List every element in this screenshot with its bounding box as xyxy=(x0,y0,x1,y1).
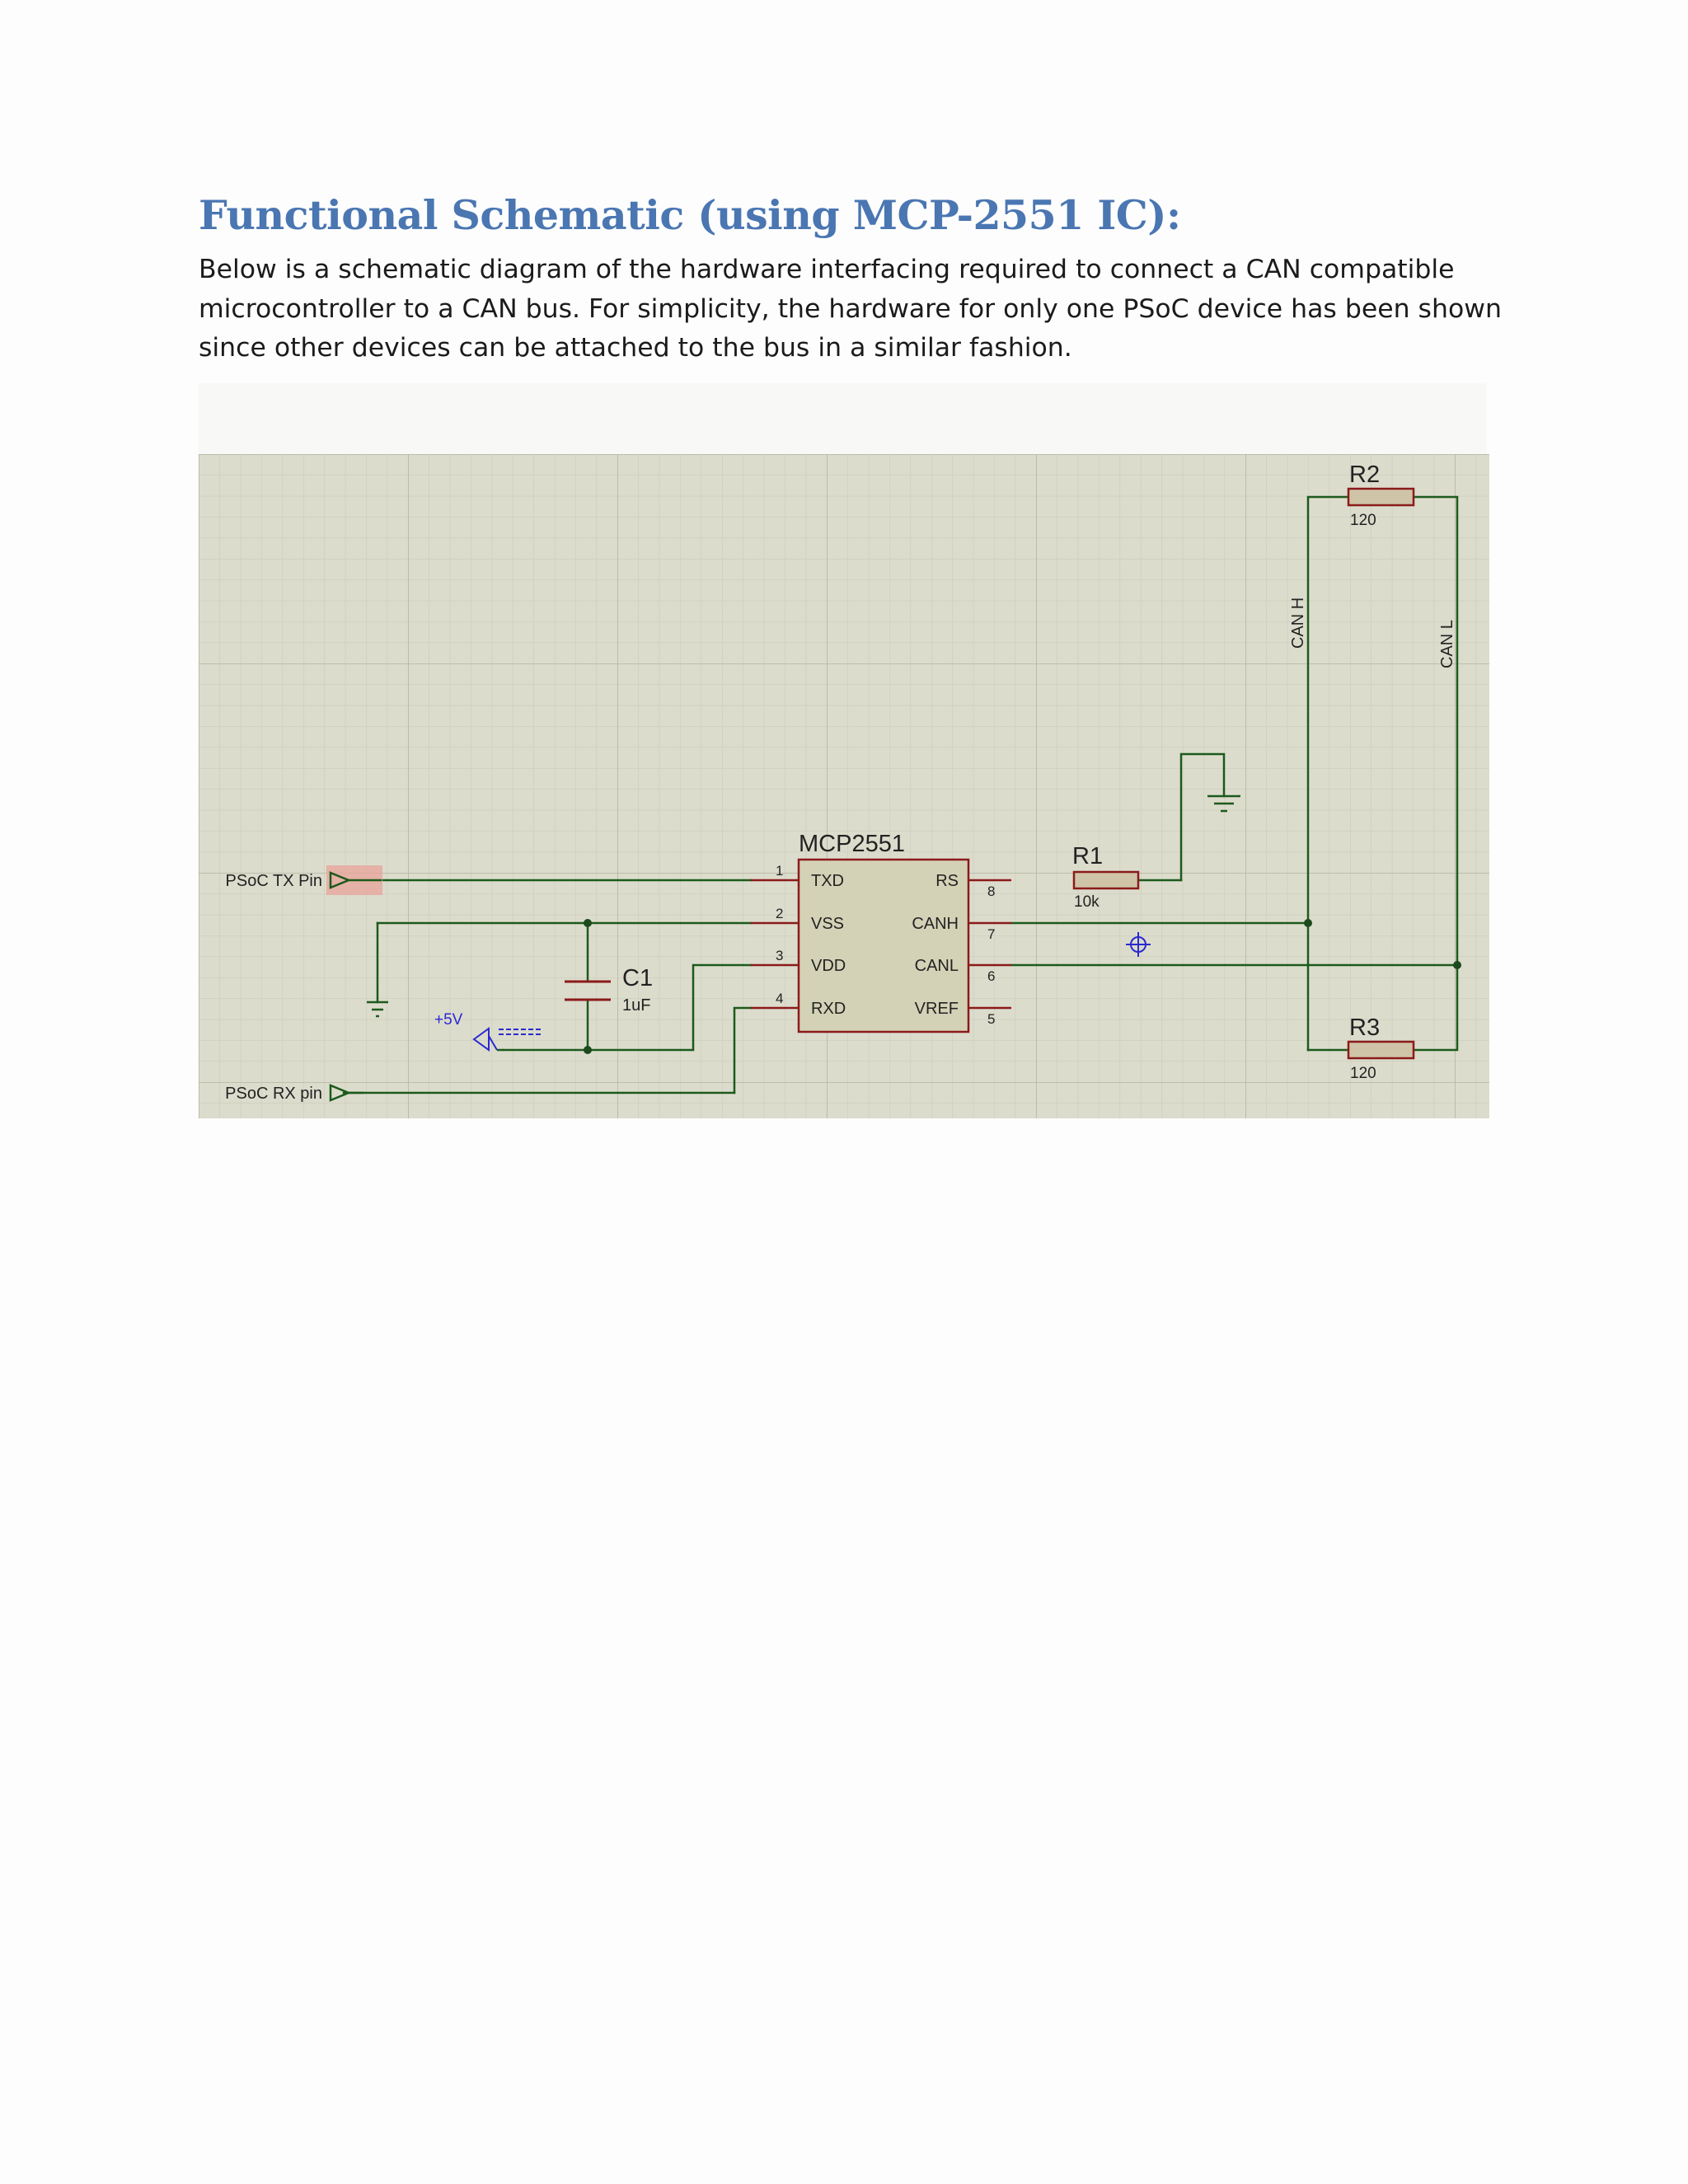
chip-pin-label: VSS xyxy=(811,915,845,933)
resistor-r3[interactable] xyxy=(1348,1042,1414,1058)
c1-value: 1uF xyxy=(622,996,651,1015)
paragraph-line: Below is a schematic diagram of the hardware interfacing required to connect a CAN compatible xyxy=(199,255,1455,284)
chip-pin-label: CANL xyxy=(914,957,959,975)
r3-value: 120 xyxy=(1350,1065,1376,1082)
junction-dot xyxy=(1453,961,1461,969)
chip-pin-number: 2 xyxy=(776,906,784,921)
can-h-label: CAN H xyxy=(1289,597,1307,649)
r1-ref: R1 xyxy=(1072,843,1104,869)
paragraph-line: microcontroller to a CAN bus. For simplicity, the hardware for only one PSoC device has been shown xyxy=(199,293,1502,324)
can-l-label: CAN L xyxy=(1438,620,1456,668)
chip-pin-label: VDD xyxy=(811,957,846,975)
r3-ref: R3 xyxy=(1349,1015,1381,1041)
chip-pin-number: 3 xyxy=(776,948,784,963)
chip-pin-number: 5 xyxy=(987,1011,996,1027)
c1-ref: C1 xyxy=(622,965,654,991)
rx-port-label: PSoC RX pin xyxy=(225,1085,322,1103)
junction-dot xyxy=(1304,919,1312,927)
chip-pin-label: RS xyxy=(935,872,959,890)
chip-pin-number: 1 xyxy=(776,863,784,879)
chip-pin-number: 4 xyxy=(776,991,784,1006)
chip-pin-number: 6 xyxy=(987,968,996,984)
resistor-r1[interactable] xyxy=(1074,872,1138,888)
junction-dot xyxy=(584,1046,592,1054)
schematic-diagram xyxy=(199,454,1489,1118)
chip-pin-label: VREF xyxy=(914,1000,959,1018)
paragraph-line: since other devices can be attached to the bus in a similar fashion. xyxy=(199,333,1072,363)
resistor-r2[interactable] xyxy=(1348,489,1414,505)
power-label: +5V xyxy=(434,1011,463,1029)
intro-paragraph xyxy=(199,251,1502,368)
chip-pin-number: 7 xyxy=(987,926,996,942)
chip-pin-number: 8 xyxy=(987,883,996,899)
r2-value: 120 xyxy=(1350,512,1376,529)
page-title: Functional Schematic (using MCP-2551 IC): xyxy=(199,191,1181,239)
junction-dot xyxy=(584,919,592,927)
tx-port-label: PSoC TX Pin xyxy=(225,872,322,890)
chip-pin-label: CANH xyxy=(912,915,959,933)
chip-pin-label: TXD xyxy=(811,872,844,890)
chip-name: MCP2551 xyxy=(799,831,905,857)
r1-value: 10k xyxy=(1074,893,1100,911)
r2-ref: R2 xyxy=(1349,462,1381,488)
chip-pin-label: RXD xyxy=(811,1000,846,1018)
